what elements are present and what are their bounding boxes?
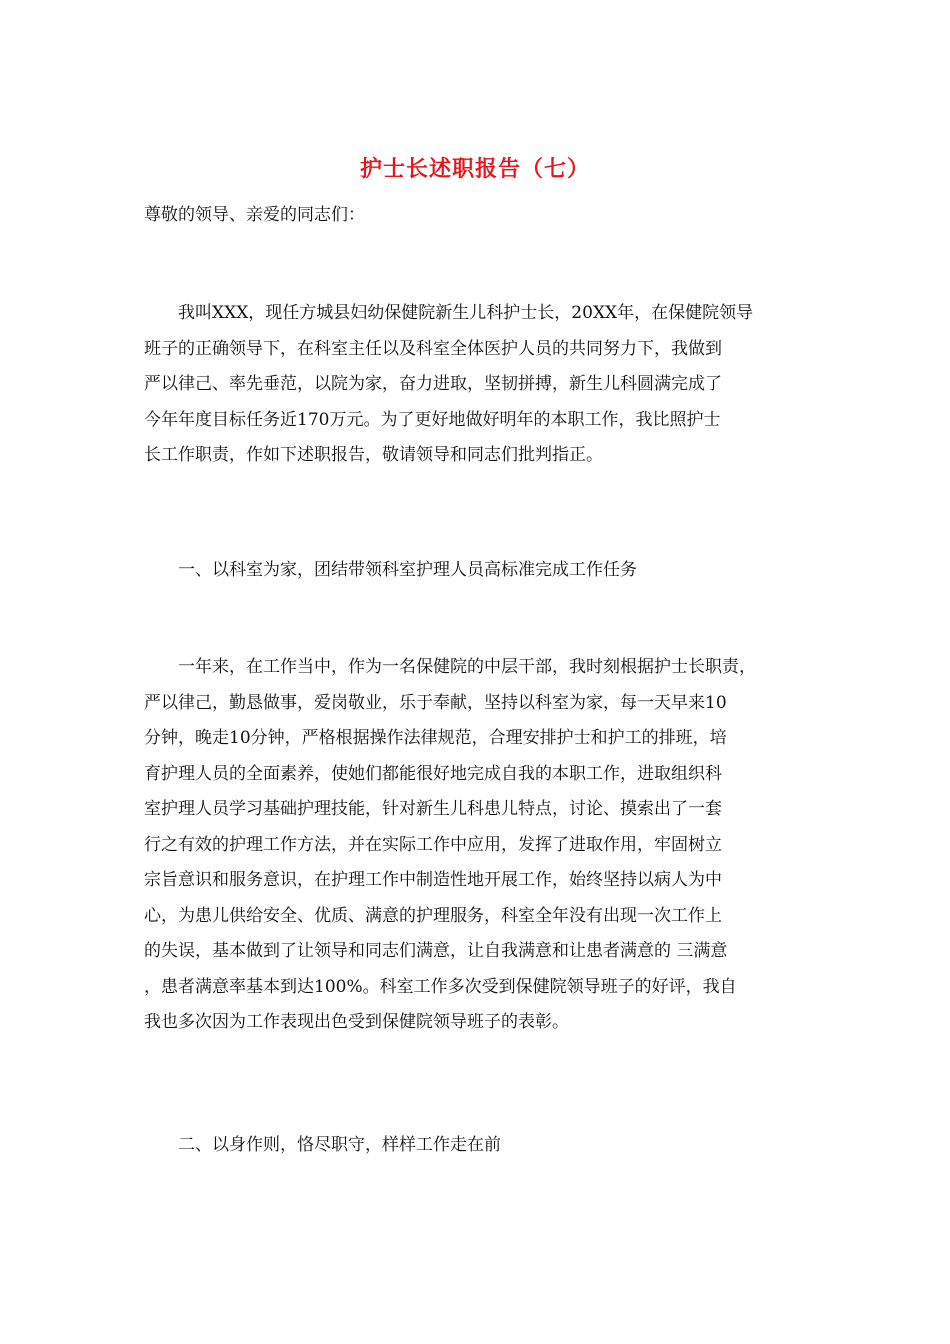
- paragraph-line: 我也多次因为工作表现出色受到保健院领导班子的表彰。: [144, 1012, 569, 1032]
- document-title: 护士长述职报告（七）: [359, 156, 590, 182]
- paragraph-line: 长工作职责，作如下述职报告，敬请领导和同志们批判指正。: [144, 445, 603, 465]
- section-heading-text: 一、以科室为家，团结带领科室护理人员高标准完成工作任务: [178, 560, 637, 580]
- salutation: 尊敬的领导、亲爱的同志们：: [144, 205, 365, 225]
- paragraph-line: 分钟，晚走10分钟，严格根据操作法律规范，合理安排护士和护工的排班，培: [144, 728, 727, 748]
- section-heading-text: 二、以身作则，恪尽职守，样样工作走在前: [178, 1135, 501, 1155]
- paragraph-line: 一年来，在工作当中，作为一名保健院的中层干部，我时刻根据护士长职责，: [178, 657, 756, 677]
- section-heading-2: [144, 1128, 834, 1164]
- paragraph-line: 我叫XXX，现任方城县妇幼保健院新生儿科护士长，20XX年，在保健院领导: [178, 303, 754, 323]
- paragraph-line: 严以律己，勤恳做事，爱岗敬业，乐于奉献，坚持以科室为家，每一天早来10: [144, 692, 727, 713]
- paragraph-line: 班子的正确领导下，在科室主任以及科室全体医护人员的共同努力下，我做到: [144, 338, 722, 359]
- paragraph-line: 今年年度目标任务近170万元。为了更好地做好明年的本职工作，我比照护士: [144, 409, 721, 430]
- paragraph-line: 宗旨意识和服务意识，在护理工作中制造性地开展工作，始终坚持以病人为中: [144, 870, 722, 890]
- paragraph-intro: [144, 296, 834, 474]
- paragraph-section-1: [144, 650, 834, 1041]
- paragraph-line: ，患者满意率基本到达100%。科室工作多次受到保健院领导班子的好评，我自: [144, 976, 737, 997]
- paragraph-line: 行之有效的护理工作方法，并在实际工作中应用，发挥了进取作用，牢固树立: [144, 834, 722, 855]
- paragraph-line: 严以律己、率先垂范，以院为家，奋力进取，坚韧拼搏，新生儿科圆满完成了: [144, 374, 722, 394]
- paragraph-line: 室护理人员学习基础护理技能，针对新生儿科患儿特点，讨论、摸索出了一套: [144, 799, 722, 819]
- paragraph-line: 心，为患儿供给安全、优质、满意的护理服务，科室全年没有出现一次工作上: [144, 905, 722, 926]
- paragraph-line: 育护理人员的全面素养，使她们都能很好地完成自我的本职工作，进取组织科: [144, 763, 722, 784]
- paragraph-line: 的失误，基本做到了让领导和同志们满意，让自我满意和让患者满意的 三满意: [144, 941, 728, 961]
- section-heading-1: [144, 553, 834, 589]
